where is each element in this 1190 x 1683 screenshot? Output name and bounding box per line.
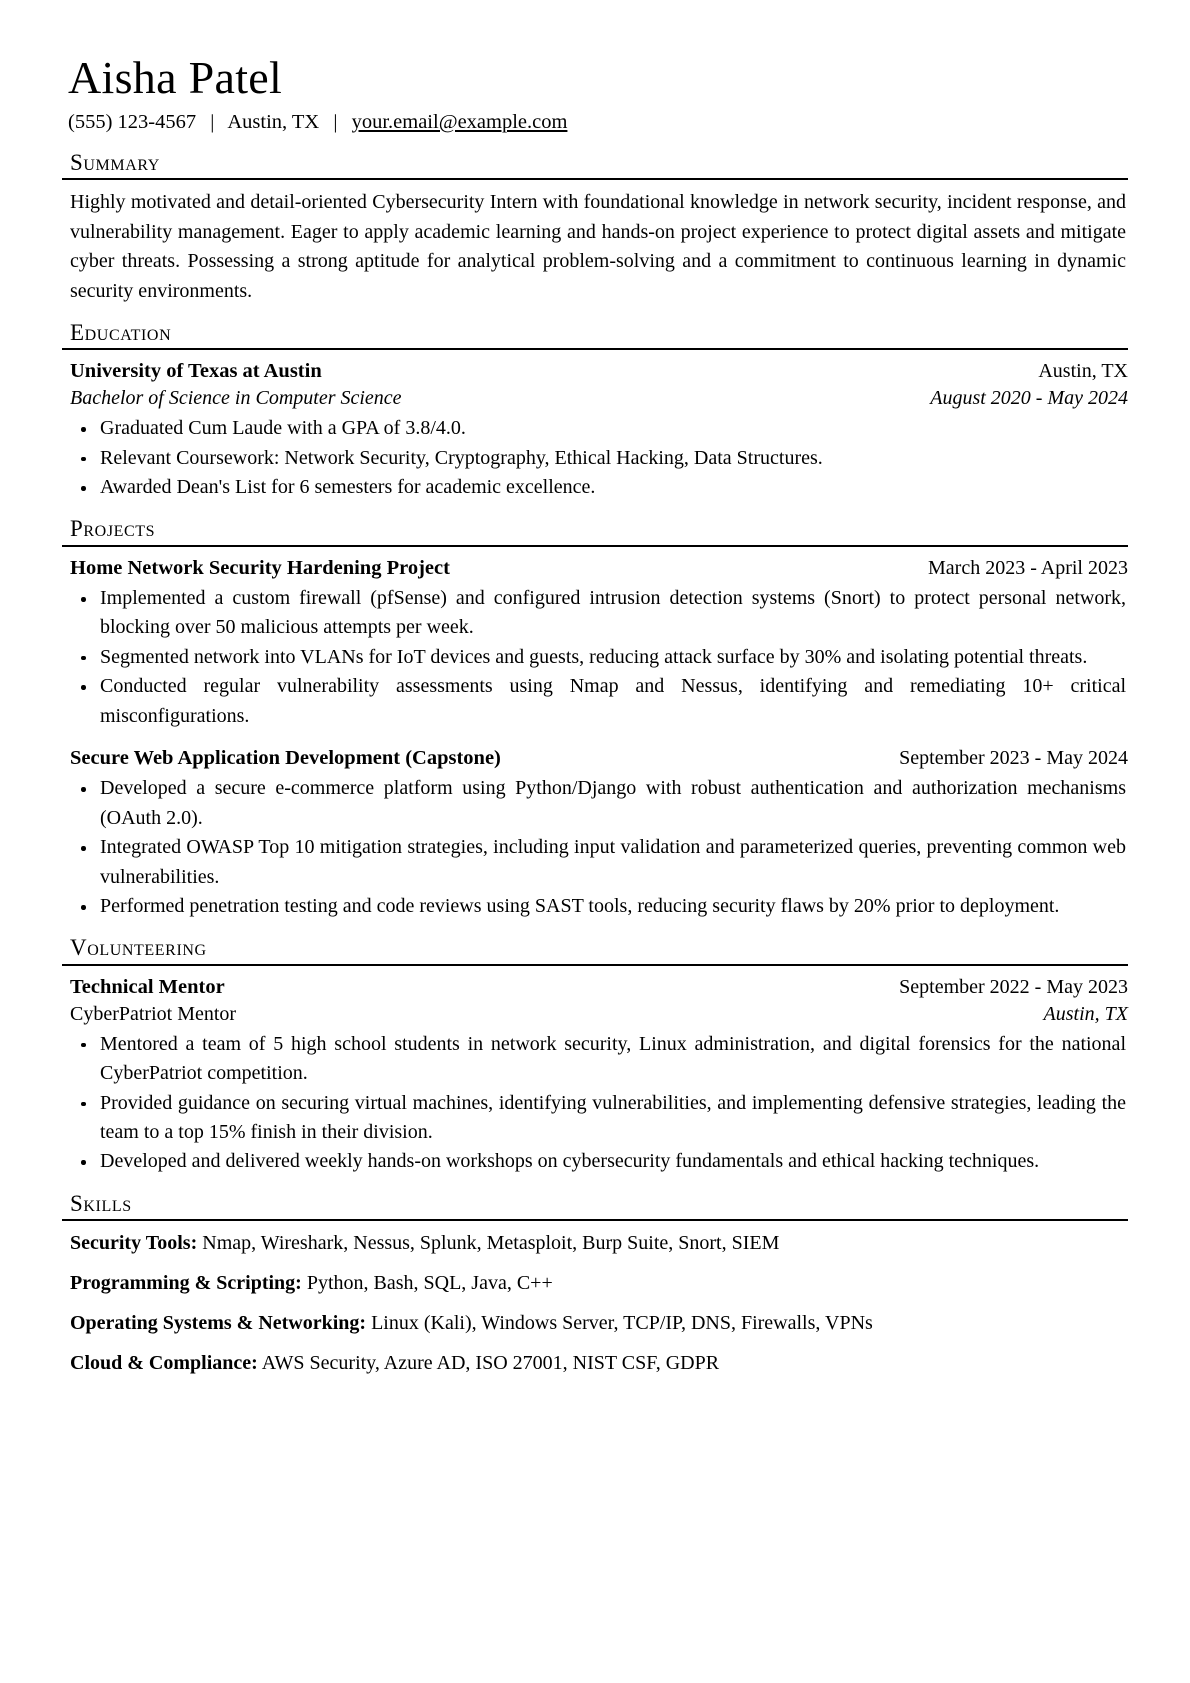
volunteer-role: Technical Mentor: [70, 975, 225, 998]
phone-number: (555) 123-4567: [68, 110, 197, 133]
section-summary: [62, 149, 1128, 306]
contact-separator-1: |: [210, 110, 215, 133]
section-title-projects: Projects: [70, 516, 156, 542]
volunteering-entry: [62, 974, 1128, 1177]
section-rule-volunteering: [62, 964, 1128, 966]
project-dates: March 2023 - April 2023: [928, 556, 1128, 579]
volunteer-location: Austin, TX: [1043, 1003, 1128, 1026]
summary-text: Highly motivated and detail-oriented Cybersecurity Intern with foundational knowledge in network security, incident response, and vulnerability management. Eager to apply academic learning and hands-on project experience to protect digital assets and mitigate cyber threats. Possessing a strong aptitude for analytical problem-solving and a commitment to continuous learning in dynamic security environments.: [70, 191, 1126, 302]
email-link[interactable]: your.email@example.com: [351, 110, 568, 133]
list-item: Segmented network into VLANs for IoT devices and guests, reducing attack surface by 30% and isolating potential threats.: [62, 643, 1126, 672]
section-rule-summary: [62, 178, 1128, 180]
institution-location: Austin, TX: [1038, 360, 1128, 383]
list-item: Provided guidance on securing virtual machines, identifying vulnerabilities, and implementing defensive strategies, leading the team to a top 15% finish in their division.: [62, 1089, 1126, 1148]
list-item: Relevant Coursework: Network Security, Cryptography, Ethical Hacking, Data Structures.: [62, 444, 1126, 473]
section-rule-education: [62, 348, 1128, 350]
project-entry: [62, 555, 1128, 731]
list-item: Developed and delivered weekly hands-on workshops on cybersecurity fundamentals and ethical hacking techniques.: [62, 1147, 1126, 1176]
section-projects: [62, 515, 1128, 921]
project-entry: [62, 745, 1128, 921]
list-item: Awarded Dean's List for 6 semesters for academic excellence.: [62, 473, 1126, 502]
section-volunteering: [62, 934, 1128, 1176]
section-education: [62, 319, 1128, 503]
institution-name: University of Texas at Austin: [70, 360, 322, 383]
project-title: Home Network Security Hardening Project: [70, 556, 450, 579]
volunteering-entry-subline: [70, 1001, 1128, 1028]
list-item: Graduated Cum Laude with a GPA of 3.8/4.0.: [62, 414, 1126, 443]
section-rule-projects: [62, 545, 1128, 547]
skill-line-operating-systems: [70, 1309, 1128, 1337]
section-title-skills: Skills: [70, 1190, 132, 1216]
section-skills: [62, 1190, 1128, 1377]
project-dates: September 2023 - May 2024: [899, 747, 1128, 769]
section-title-summary: Summary: [70, 150, 160, 176]
volunteer-organization: CyberPatriot Mentor: [70, 1003, 237, 1026]
list-item: Developed a secure e-commerce platform using Python/Django with robust authentication and authorization mechanisms (OAuth 2.0).: [62, 774, 1126, 833]
education-entry: [62, 358, 1128, 502]
contact-separator-2: |: [333, 110, 338, 133]
project-title: Secure Web Application Development (Capstone): [70, 747, 501, 769]
skill-category-label: Operating Systems & Networking:: [70, 1311, 367, 1334]
section-title-education: Education: [70, 319, 172, 345]
skill-category-label: Programming & Scripting:: [70, 1271, 302, 1294]
volunteering-entry-headline: [70, 974, 1128, 1001]
section-title-volunteering: Volunteering: [70, 935, 207, 961]
section-rule-skills: [62, 1219, 1128, 1221]
project-bullet-list: [62, 584, 1128, 731]
degree-dates: August 2020 - May 2024: [930, 387, 1128, 410]
skill-line-cloud-compliance: [70, 1349, 1128, 1377]
list-item: Integrated OWASP Top 10 mitigation strategies, including input validation and parameterized queries, preventing common web vulnerabilities.: [62, 833, 1126, 892]
degree-name: Bachelor of Science in Computer Science: [70, 387, 402, 410]
resume-header: [62, 52, 1128, 136]
skill-line-security-tools: [70, 1229, 1128, 1257]
education-bullet-list: [62, 414, 1128, 502]
skill-category-label: Security Tools:: [70, 1231, 198, 1254]
list-item: Performed penetration testing and code reviews using SAST tools, reducing security flaws by 20% prior to deployment.: [62, 892, 1126, 921]
candidate-name: Aisha Patel: [68, 52, 283, 103]
skill-line-programming: [70, 1269, 1128, 1297]
education-entry-subline: [70, 385, 1128, 412]
skill-value: AWS Security, Azure AD, ISO 27001, NIST CSF, GDPR: [257, 1351, 720, 1374]
skill-value: Linux (Kali), Windows Server, TCP/IP, DNS, Firewalls, VPNs: [366, 1311, 873, 1334]
education-entry-headline: [70, 358, 1128, 385]
list-item: Implemented a custom firewall (pfSense) and configured intrusion detection systems (Snort) to protect personal network, blocking over 50 malicious attempts per week.: [62, 584, 1126, 643]
skill-value: Nmap, Wireshark, Nessus, Splunk, Metasploit, Burp Suite, Snort, SIEM: [197, 1231, 780, 1254]
skill-value: Python, Bash, SQL, Java, C++: [301, 1271, 553, 1294]
volunteering-bullet-list: [62, 1030, 1128, 1177]
contact-line: [68, 108, 1128, 137]
project-bullet-list: [62, 774, 1128, 921]
location-text: Austin, TX: [227, 110, 320, 133]
skill-category-label: Cloud & Compliance:: [70, 1351, 258, 1374]
project-entry-headline: [70, 555, 1128, 582]
list-item: Mentored a team of 5 high school students in network security, Linux administration, and digital forensics for the national CyberPatriot competition.: [62, 1030, 1126, 1089]
list-item: Conducted regular vulnerability assessments using Nmap and Nessus, identifying and remediating 10+ critical misconfigurations.: [62, 672, 1126, 731]
volunteer-dates: September 2022 - May 2023: [899, 975, 1128, 998]
project-entry-headline: [70, 745, 1128, 772]
